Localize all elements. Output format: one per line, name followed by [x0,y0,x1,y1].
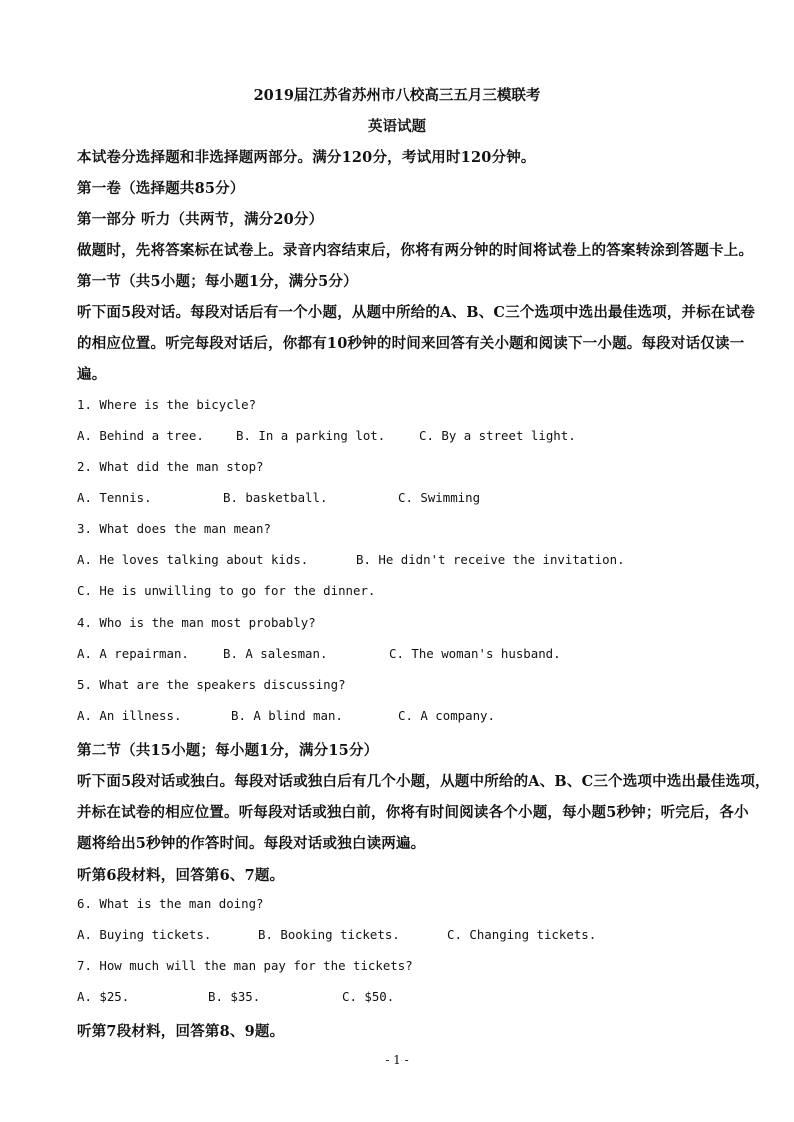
scoring-note: 本试卷分选择题和非选择题两部分。满分120分，考试用时120分钟。 [77,149,536,166]
exam-title: 2019届江苏省苏州市八校高三五月三模联考 [253,87,541,104]
question-5-option-c: C. A company. [398,708,495,723]
question-5: 5. What are the speakers discussing? [77,677,346,692]
question-2: 2. What did the man stop? [77,459,264,474]
question-7-option-b: B. $35. [208,989,261,1004]
question-6-option-c: C. Changing tickets. [447,927,597,942]
section-two-directions-line: 题将给出5秒钟的作答时间。每段对话或独白读两遍。 [77,835,426,852]
question-1: 1. Where is the bicycle? [77,397,257,412]
question-3: 3. What does the man mean? [77,521,271,536]
volume-one-heading: 第一卷（选择题共85分） [77,180,245,197]
question-7-option-c: C. $50. [342,989,395,1004]
question-4: 4. Who is the man most probably? [77,615,316,630]
material-6-note: 听第6段材料，回答第6、7题。 [77,867,285,884]
question-6-option-b: B. Booking tickets. [258,927,400,942]
section-one-directions-line: 的相应位置。听完每段对话后，你都有10秒钟的时间来回答有关小题和阅读下一小题。每段对话仅读一 [77,335,745,352]
page-number: - 1 - [385,1053,409,1067]
question-7-option-a: A. $25. [77,989,130,1004]
answer-instructions: 做题时，先将答案标在试卷上。录音内容结束后，你将有两分钟的时间将试卷上的答案转涂到答题卡上。 [77,242,754,259]
question-3-option-b: B. He didn't receive the invitation. [356,552,625,567]
question-5-option-b: B. A blind man. [231,708,343,723]
question-3-option-c: C. He is unwilling to go for the dinner. [77,583,376,598]
question-5-option-a: A. An illness. [77,708,182,723]
question-7: 7. How much will the man pay for the tickets? [77,958,413,973]
section-two-directions-line: 听下面5段对话或独白。每段对话或独白后有几个小题，从题中所给的A、B、C三个选项中选出最佳选项， [77,773,770,790]
question-2-option-a: A. Tennis. [77,490,152,505]
material-7-note: 听第7段材料，回答第8、9题。 [77,1023,285,1040]
question-4-option-c: C. The woman's husband. [389,646,561,661]
section-one-heading: 第一节（共5小题；每小题1分，满分5分） [77,273,358,290]
section-one-directions-line: 听下面5段对话。每段对话后有一个小题，从题中所给的A、B、C三个选项中选出最佳选项，并标在试卷 [77,304,756,321]
question-2-option-b: B. basketball. [223,490,328,505]
question-3-option-a: A. He loves talking about kids. [77,552,309,567]
question-1-option-c: C. By a street light. [419,428,576,443]
question-6: 6. What is the man doing? [77,896,264,911]
question-4-option-a: A. A repairman. [77,646,189,661]
exam-subject: 英语试题 [368,118,426,135]
question-4-option-b: B. A salesman. [223,646,328,661]
question-6-option-a: A. Buying tickets. [77,927,212,942]
question-2-option-c: C. Swimming [398,490,481,505]
section-one-directions-line: 遍。 [77,366,107,383]
part-one-heading: 第一部分 听力（共两节，满分20分） [77,211,324,228]
question-1-option-b: B. In a parking lot. [236,428,386,443]
section-two-directions-line: 并标在试卷的相应位置。听每段对话或独白前，你将有时间阅读各个小题，每小题5秒钟；听完后，各小 [77,804,749,821]
section-two-heading: 第二节（共15小题；每小题1分，满分15分） [77,742,379,759]
question-1-option-a: A. Behind a tree. [77,428,204,443]
